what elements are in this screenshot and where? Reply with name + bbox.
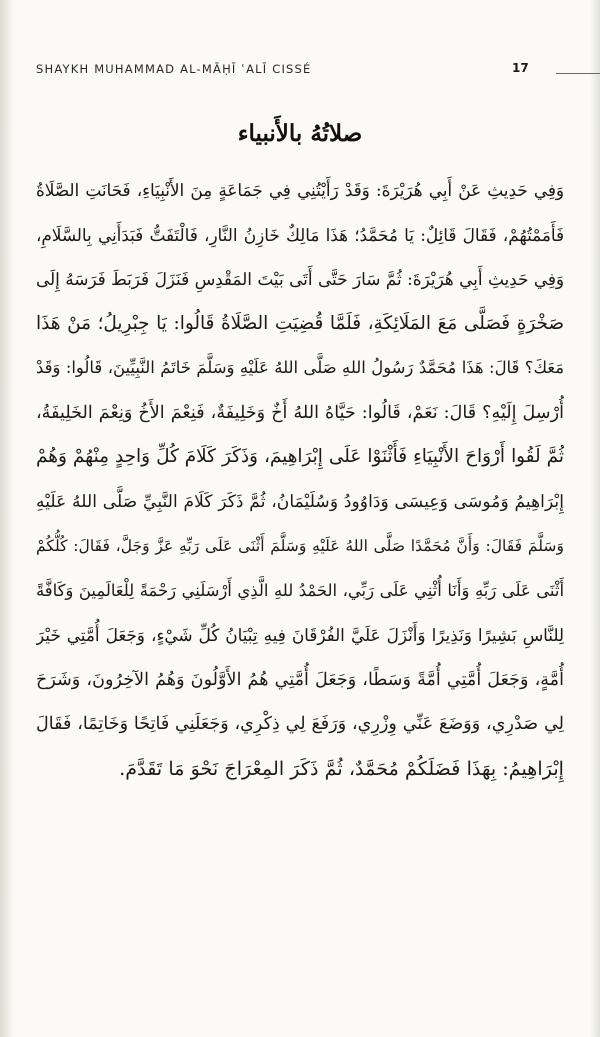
text-line: أُمَّةٍ، وَجَعَلَ أُمَّتِي أُمَّةً وَسَطًا، وَجَعَلَ أُمَّتِي هُمُ الأَوَّلُونَ وَهُمُ الآخِرُونَ، وَشَرَحَ	[36, 669, 564, 690]
text-line: أُرْسِلَ إِلَيْهِ؟ قَالَ: نَعَمْ، قَالُوا: حَيَّاهُ اللهُ أَخٌ وَخَلِيفَةٌ، فَنِعْمَ الأَخُ وَنِعْمَ الخَلِيفَةُ،	[36, 402, 564, 423]
text-line: ثُمَّ لَقُوا أَرْوَاحَ الأَنْبِيَاءِ فَأَثْنَوْا عَلَى إِبْرَاهِيمَ، وَذَكَرَ كَلَامَ كُلِّ وَاحِدٍ مِنْهُمْ وَهُمْ	[36, 446, 564, 467]
page-edge-shadow	[590, 0, 600, 1037]
text-line: وَسَلَّمَ فَقَالَ: وَأَنَّ مُحَمَّدًا صَلَّى اللهُ عَلَيْهِ وَسَلَّمَ أَثْنَى عَلَى رَبِّهِ عَزَّ وَجَلَّ، فَقَالَ: كُلُّكُمْ	[36, 537, 564, 555]
running-head-rule	[556, 73, 600, 74]
text-line: أَثْنَى عَلَى رَبِّهِ وَأَنَا أُثْنِي عَلَى رَبِّي، الحَمْدُ للهِ الَّذِي أَرْسَلَنِي رَحْمَةً لِلْعَالَمِينَ وَكَافَّةً	[36, 580, 564, 600]
text-line: فَأَمَمْتُهُمْ، فَقَالَ قَائِلٌ: يَا مُحَمَّدُ؛ هَذَا مَالِكٌ خَازِنُ النَّارِ، فَالْتَفَتُّ فَبَدَأَنِي بِالسَّلَامِ،	[36, 224, 564, 245]
body-text	[36, 168, 564, 791]
section-heading: صلاتُهُ بالأَنبياء	[237, 120, 363, 147]
text-line: وَفِي حَدِيثِ عَنْ أَبِي هُرَيْرَةَ: وَقَدْ رَأَيْتُنِي فِي جَمَاعَةٍ مِنَ الأَنْبِيَاءِ، فَحَانَتِ الصَّلَاةُ	[36, 180, 564, 200]
running-head	[36, 62, 576, 82]
text-line: مَعَكَ؟ قَالَ: هَذَا مُحَمَّدٌ رَسُولُ اللهِ صَلَّى اللهُ عَلَيْهِ وَسَلَّمَ خَاتَمُ النَّبِيِّينَ، قَالُوا: وَقَدْ	[36, 358, 564, 377]
text-line: إِبْرَاهِيمُ: بِهَذَا فَضَلَكُمْ مُحَمَّدٌ، ثُمَّ ذَكَرَ المِعْرَاجَ نَحْوَ مَا تَقَدَّمَ.	[119, 756, 564, 780]
text-line: إِبْرَاهِيمُ وَمُوسَى وَعِيسَى وَدَاوُودُ وَسُلَيْمَانُ، ثُمَّ ذَكَرَ كَلَامَ النَّبِيِّ صَلَّى اللهُ عَلَيْهِ	[36, 491, 564, 512]
text-line: صَخْرَةٍ فَصَلَّى مَعَ المَلَائِكَةِ، فَلَمَّا قُضِيَتِ الصَّلَاةُ قَالُوا: يَا جِبْرِيلُ؛ مَنْ هَذَا	[36, 312, 564, 334]
page-number: 17	[512, 61, 529, 75]
text-line: لِي صَدْرِي، وَوَضَعَ عَنِّي وِزْرِي، وَرَفَعَ لِي ذِكْرِي، وَجَعَلَنِي فَاتِحًا وَخَاتِمًا، فَقَالَ	[36, 714, 564, 734]
page-gutter-shadow	[0, 0, 14, 1037]
text-line: وَفِي حَدِيثِ أَبِي هُرَيْرَةَ: ثُمَّ سَارَ حَتَّى أَتَى بَيْتَ المَقْدِسِ فَنَزَلَ فَرَبَطَ فَرَسَهُ إِلَى	[36, 269, 564, 289]
text-line: لِلنَّاسِ بَشِيرًا وَنَذِيرًا وَأَنْزَلَ عَلَيَّ الفُرْقَانَ فِيهِ تِبْيَانُ كُلِّ شَيْءٍ، وَجَعَلَ أُمَّتِي خَيْرَ	[36, 625, 564, 645]
running-head-author: SHAYKH MUHAMMAD AL-MĀḤĪ ʿALĪ CISSÉ	[36, 62, 312, 76]
